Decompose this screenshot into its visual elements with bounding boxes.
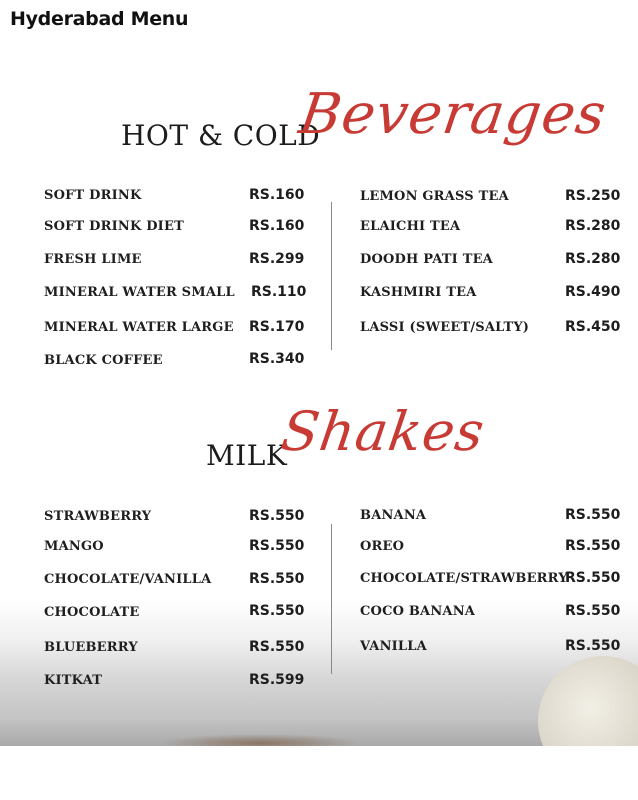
menu-item-price: RS.550	[249, 508, 305, 524]
menu-item-name: MINERAL WATER SMALL	[44, 285, 235, 300]
menu-item-name: CHOCOLATE/VANILLA	[44, 572, 212, 587]
menu-item-name: MANGO	[44, 539, 104, 554]
menu-item-name: KASHMIRI TEA	[360, 285, 477, 300]
menu-item-price: RS.550	[565, 570, 621, 586]
shakes-script-title: Shakes	[277, 400, 489, 463]
menu-item-price: RS.299	[249, 251, 305, 267]
menu-item-price: RS.160	[249, 187, 305, 203]
page-title: Hyderabad Menu	[10, 8, 189, 30]
menu-item-name: LEMON GRASS TEA	[360, 189, 509, 204]
menu-item-price: RS.550	[249, 571, 305, 587]
menu-item-price: RS.550	[565, 603, 621, 619]
menu-item-price: RS.340	[249, 351, 305, 367]
menu-item-price: RS.550	[249, 639, 305, 655]
menu-item-name: VANILLA	[360, 639, 427, 654]
column-divider	[331, 202, 332, 350]
column-divider	[331, 524, 332, 674]
menu-item-name: BANANA	[360, 508, 427, 523]
menu-item-name: LASSI (SWEET/SALTY)	[360, 320, 530, 335]
beverages-section-title: HOT & COLD	[121, 119, 321, 152]
menu-item-name: CHOCOLATE	[44, 605, 140, 620]
menu-item-price: RS.550	[565, 638, 621, 654]
menu-item-name: SOFT DRINK DIET	[44, 219, 184, 234]
menu-item-price: RS.450	[565, 319, 621, 335]
beverages-script-title: Beverages	[295, 82, 611, 147]
menu-item-name: COCO BANANA	[360, 604, 476, 619]
menu-item-price: RS.170	[249, 319, 305, 335]
menu-item-name: DOODH PATI TEA	[360, 252, 493, 267]
menu-item-name: STRAWBERRY	[44, 509, 152, 524]
menu-item-price: RS.280	[565, 218, 621, 234]
menu-item-name: ELAICHI TEA	[360, 219, 461, 234]
menu-item-name: BLACK COFFEE	[44, 353, 163, 368]
decorative-food-image	[538, 656, 638, 746]
menu-item-name: MINERAL WATER LARGE	[44, 320, 234, 335]
menu-item-price: RS.250	[565, 188, 621, 204]
menu-item-price: RS.550	[565, 507, 621, 523]
decorative-food-image	[160, 734, 360, 746]
menu-item-name: CHOCOLATE/STRAWBERRY	[360, 571, 568, 586]
shakes-section-title: MILK	[206, 439, 288, 472]
menu-item-price: RS.490	[565, 284, 621, 300]
menu-item-name: FRESH LIME	[44, 252, 142, 267]
menu-item-name: SOFT DRINK	[44, 188, 142, 203]
menu-item-price: RS.160	[249, 218, 305, 234]
menu-item-price: RS.550	[249, 538, 305, 554]
menu-item-name: BLUEBERRY	[44, 640, 138, 655]
menu-item-name: KITKAT	[44, 673, 103, 688]
menu-item-price: RS.550	[565, 538, 621, 554]
menu-card	[0, 40, 638, 746]
menu-item-price: RS.599	[249, 672, 305, 688]
menu-item-price: RS.550	[249, 603, 305, 619]
menu-item-price: RS.280	[565, 251, 621, 267]
menu-item-price: RS.110	[251, 284, 307, 300]
menu-item-name: OREO	[360, 539, 405, 554]
